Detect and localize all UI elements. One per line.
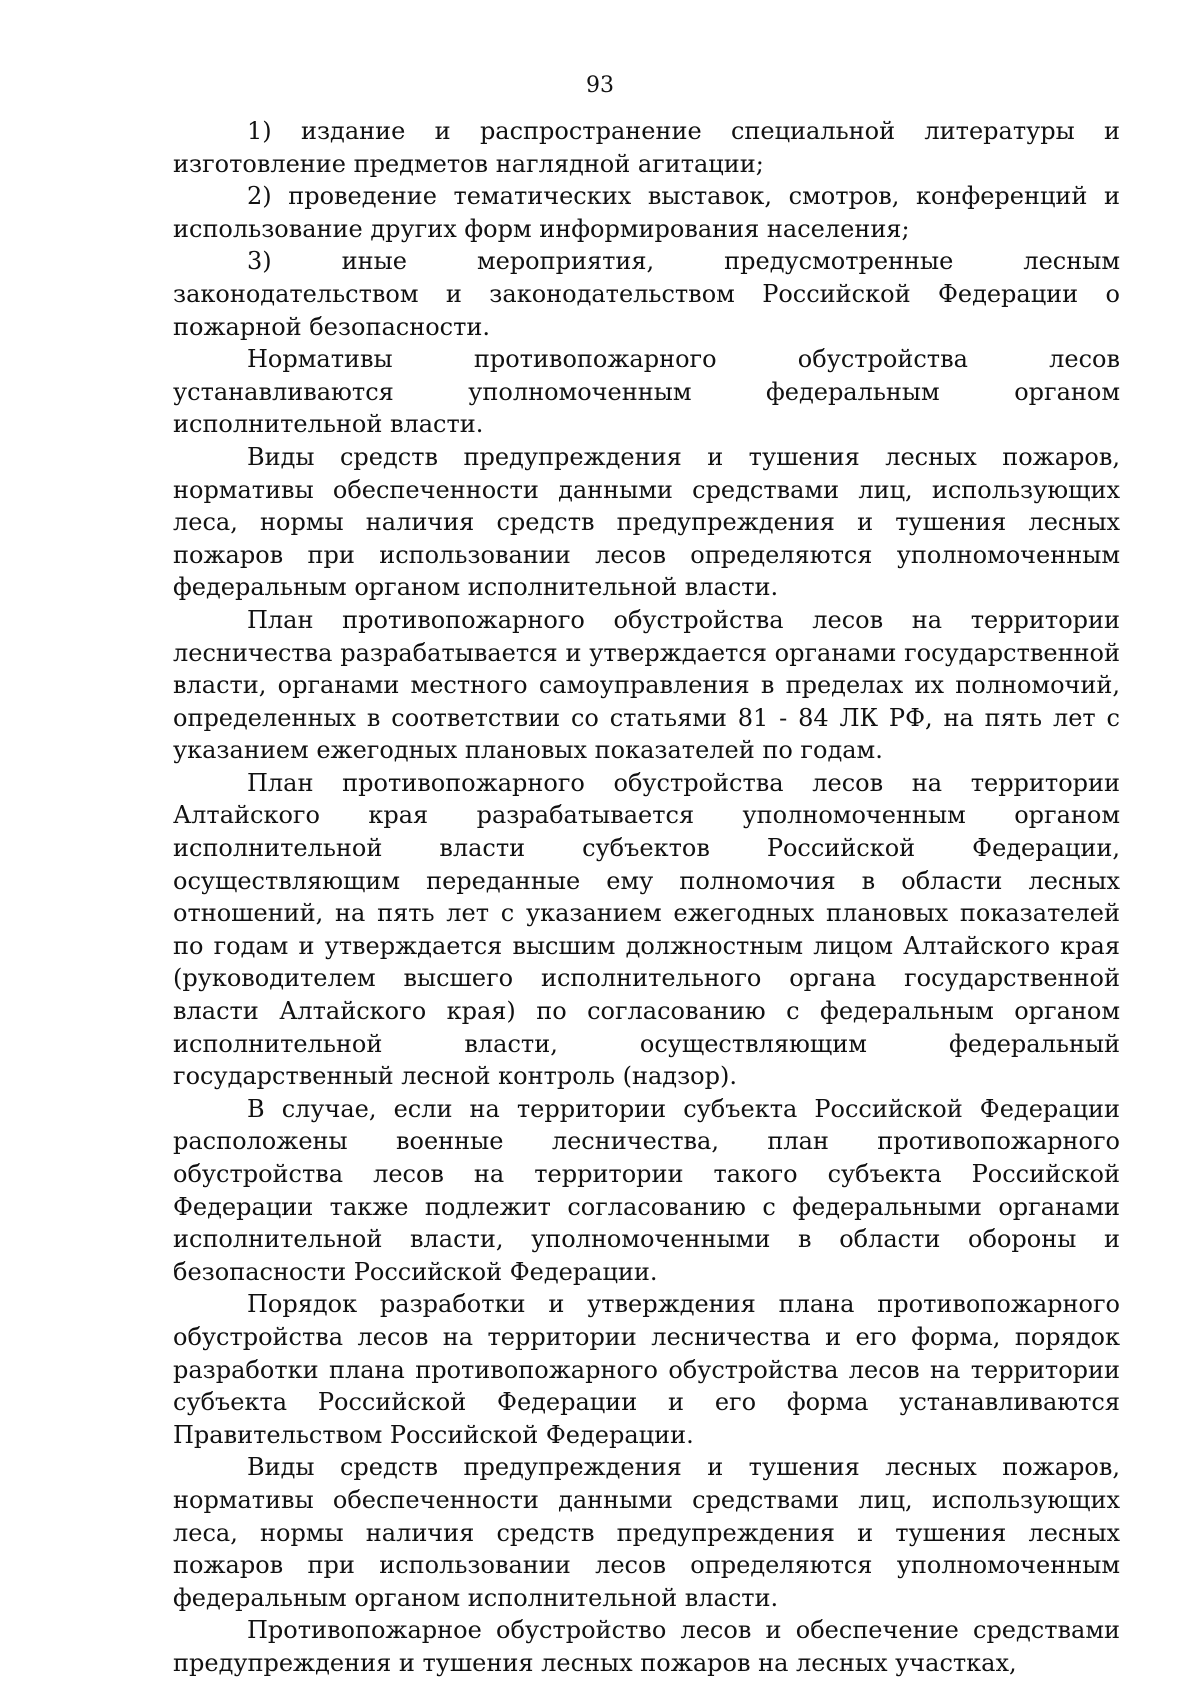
paragraph-fire-equipment: Противопожарное обустройство лесов и обеспечение средствами предупреждения и тушения лесных пожаров на лесных участках, [173,1616,1120,1677]
paragraph-plan-procedure: Порядок разработки и утверждения плана противопожарного обустройства лесов на территории лесничества и его форма, порядок разработки плана противопожарного обустройства лесов на территории субъекта Российской Федерации и его форма устанавливаются Правительством Российской Федерации. [173,1290,1120,1449]
paragraph-means-norms-repeat: Виды средств предупреждения и тушения лесных пожаров, нормативы обеспеченности данными средствами лиц, использующих леса, нормы наличия средств предупреждения и тушения лесных пожаров при использовании лесов определяются уполномоченным федеральным органом исполнительной власти. [173,1453,1120,1612]
paragraph-altai-plan: План противопожарного обустройства лесов на территории Алтайского края разрабатывается уполномоченным органом исполнительной власти субъектов Российской Федерации, осуществляющим переданные ему полномочия в области лесных отношений, на пять лет с указанием ежегодных плановых показателей по годам и утверждается высшим должностным лицом Алтайского края (руководителем высшего исполнительного органа государственной власти Алтайского края) по согласованию с федеральным органом исполнительной власти, осуществляющим федеральный государственный лесной контроль (надзор). [173,768,1120,1091]
paragraph-item-3: 3) иные мероприятия, предусмотренные лесным законодательством и законодательством Российской Федерации о пожарной безопасности. [173,247,1120,341]
paragraph-item-2: 2) проведение тематических выставок, смотров, конференций и использование других форм информирования населения; [173,182,1120,243]
body-text [173,115,1120,1680]
paragraph-forestry-plan: План противопожарного обустройства лесов на территории лесничества разрабатывается и утверждается органами государственной власти, органами местного самоуправления в пределах их полномочий, определенных в соответствии со статьями 81 - 84 ЛК РФ, на пять лет с указанием ежегодных плановых показателей по годам. [173,605,1120,765]
paragraph-fire-norms: Нормативы противопожарного обустройства лесов устанавливаются уполномоченным федеральным органом исполнительной власти. [173,345,1120,439]
paragraph-military-forestry: В случае, если на территории субъекта Российской Федерации расположены военные лесничества, план противопожарного обустройства лесов на территории такого субъекта Российской Федерации также подлежит согласованию с федеральными органами исполнительной власти, уполномоченными в области обороны и безопасности Российской Федерации. [173,1094,1120,1286]
paragraph-means-norms: Виды средств предупреждения и тушения лесных пожаров, нормативы обеспеченности данными средствами лиц, использующих леса, нормы наличия средств предупреждения и тушения лесных пожаров при использовании лесов определяются уполномоченным федеральным органом исполнительной власти. [173,442,1120,602]
page-number: 93 [586,73,614,98]
paragraph-item-1: 1) издание и распространение специальной литературы и изготовление предметов наглядной агитации; [173,117,1120,178]
